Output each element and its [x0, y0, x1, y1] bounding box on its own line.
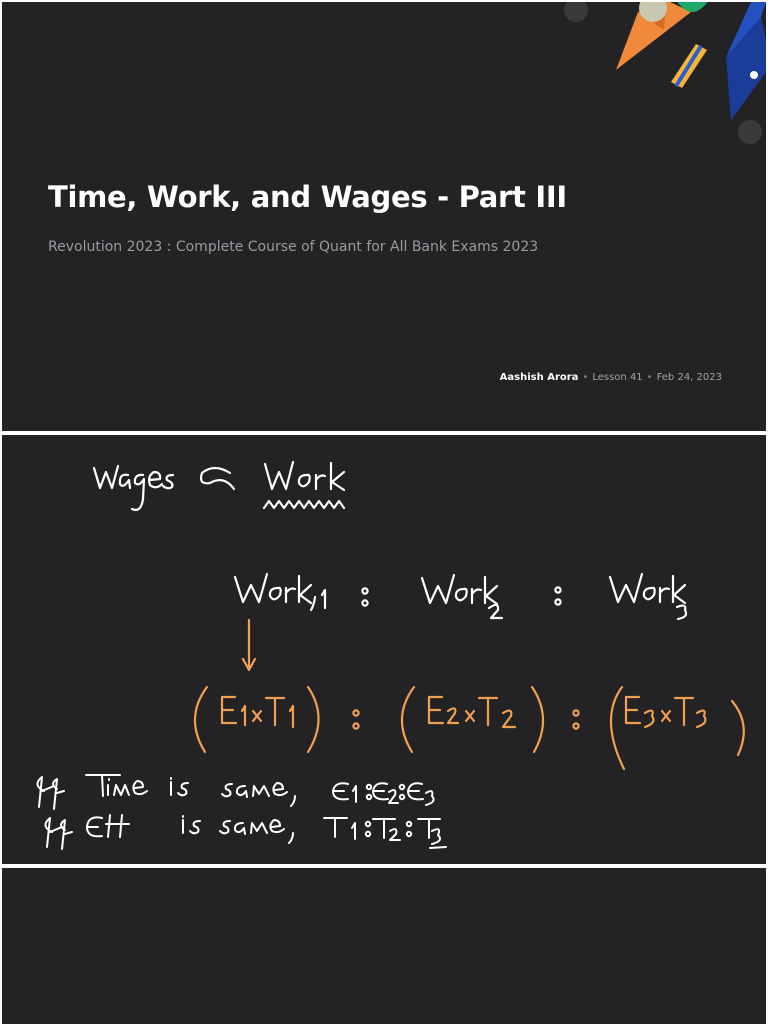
- handwritten-notes: [2, 435, 766, 864]
- notes-slide: [2, 435, 766, 864]
- note-wages-proportional-work: [94, 462, 344, 510]
- note-eff-same-rule: [45, 815, 446, 849]
- stationery-illustration: [526, 2, 766, 162]
- title-slide: [2, 2, 766, 431]
- note-work-ratio: [235, 574, 686, 619]
- course-subtitle: Revolution 2023 : Complete Course of Quant for All Bank Exams 2023: [48, 239, 539, 255]
- note-time-same-rule: [37, 775, 433, 809]
- lesson-date: Feb 24, 2023: [656, 372, 722, 383]
- lesson-meta: [500, 372, 722, 383]
- blank-slide: [2, 868, 766, 1024]
- separator-dot: •: [582, 372, 589, 383]
- arrow-down-icon: [243, 620, 255, 670]
- lesson-number: Lesson 41: [592, 372, 643, 383]
- author-name: Aashish Arora: [499, 372, 579, 383]
- lesson-title: Time, Work, and Wages - Part III: [48, 180, 567, 214]
- note-efficiency-time-ratio: [195, 687, 744, 769]
- separator-dot: •: [646, 372, 653, 383]
